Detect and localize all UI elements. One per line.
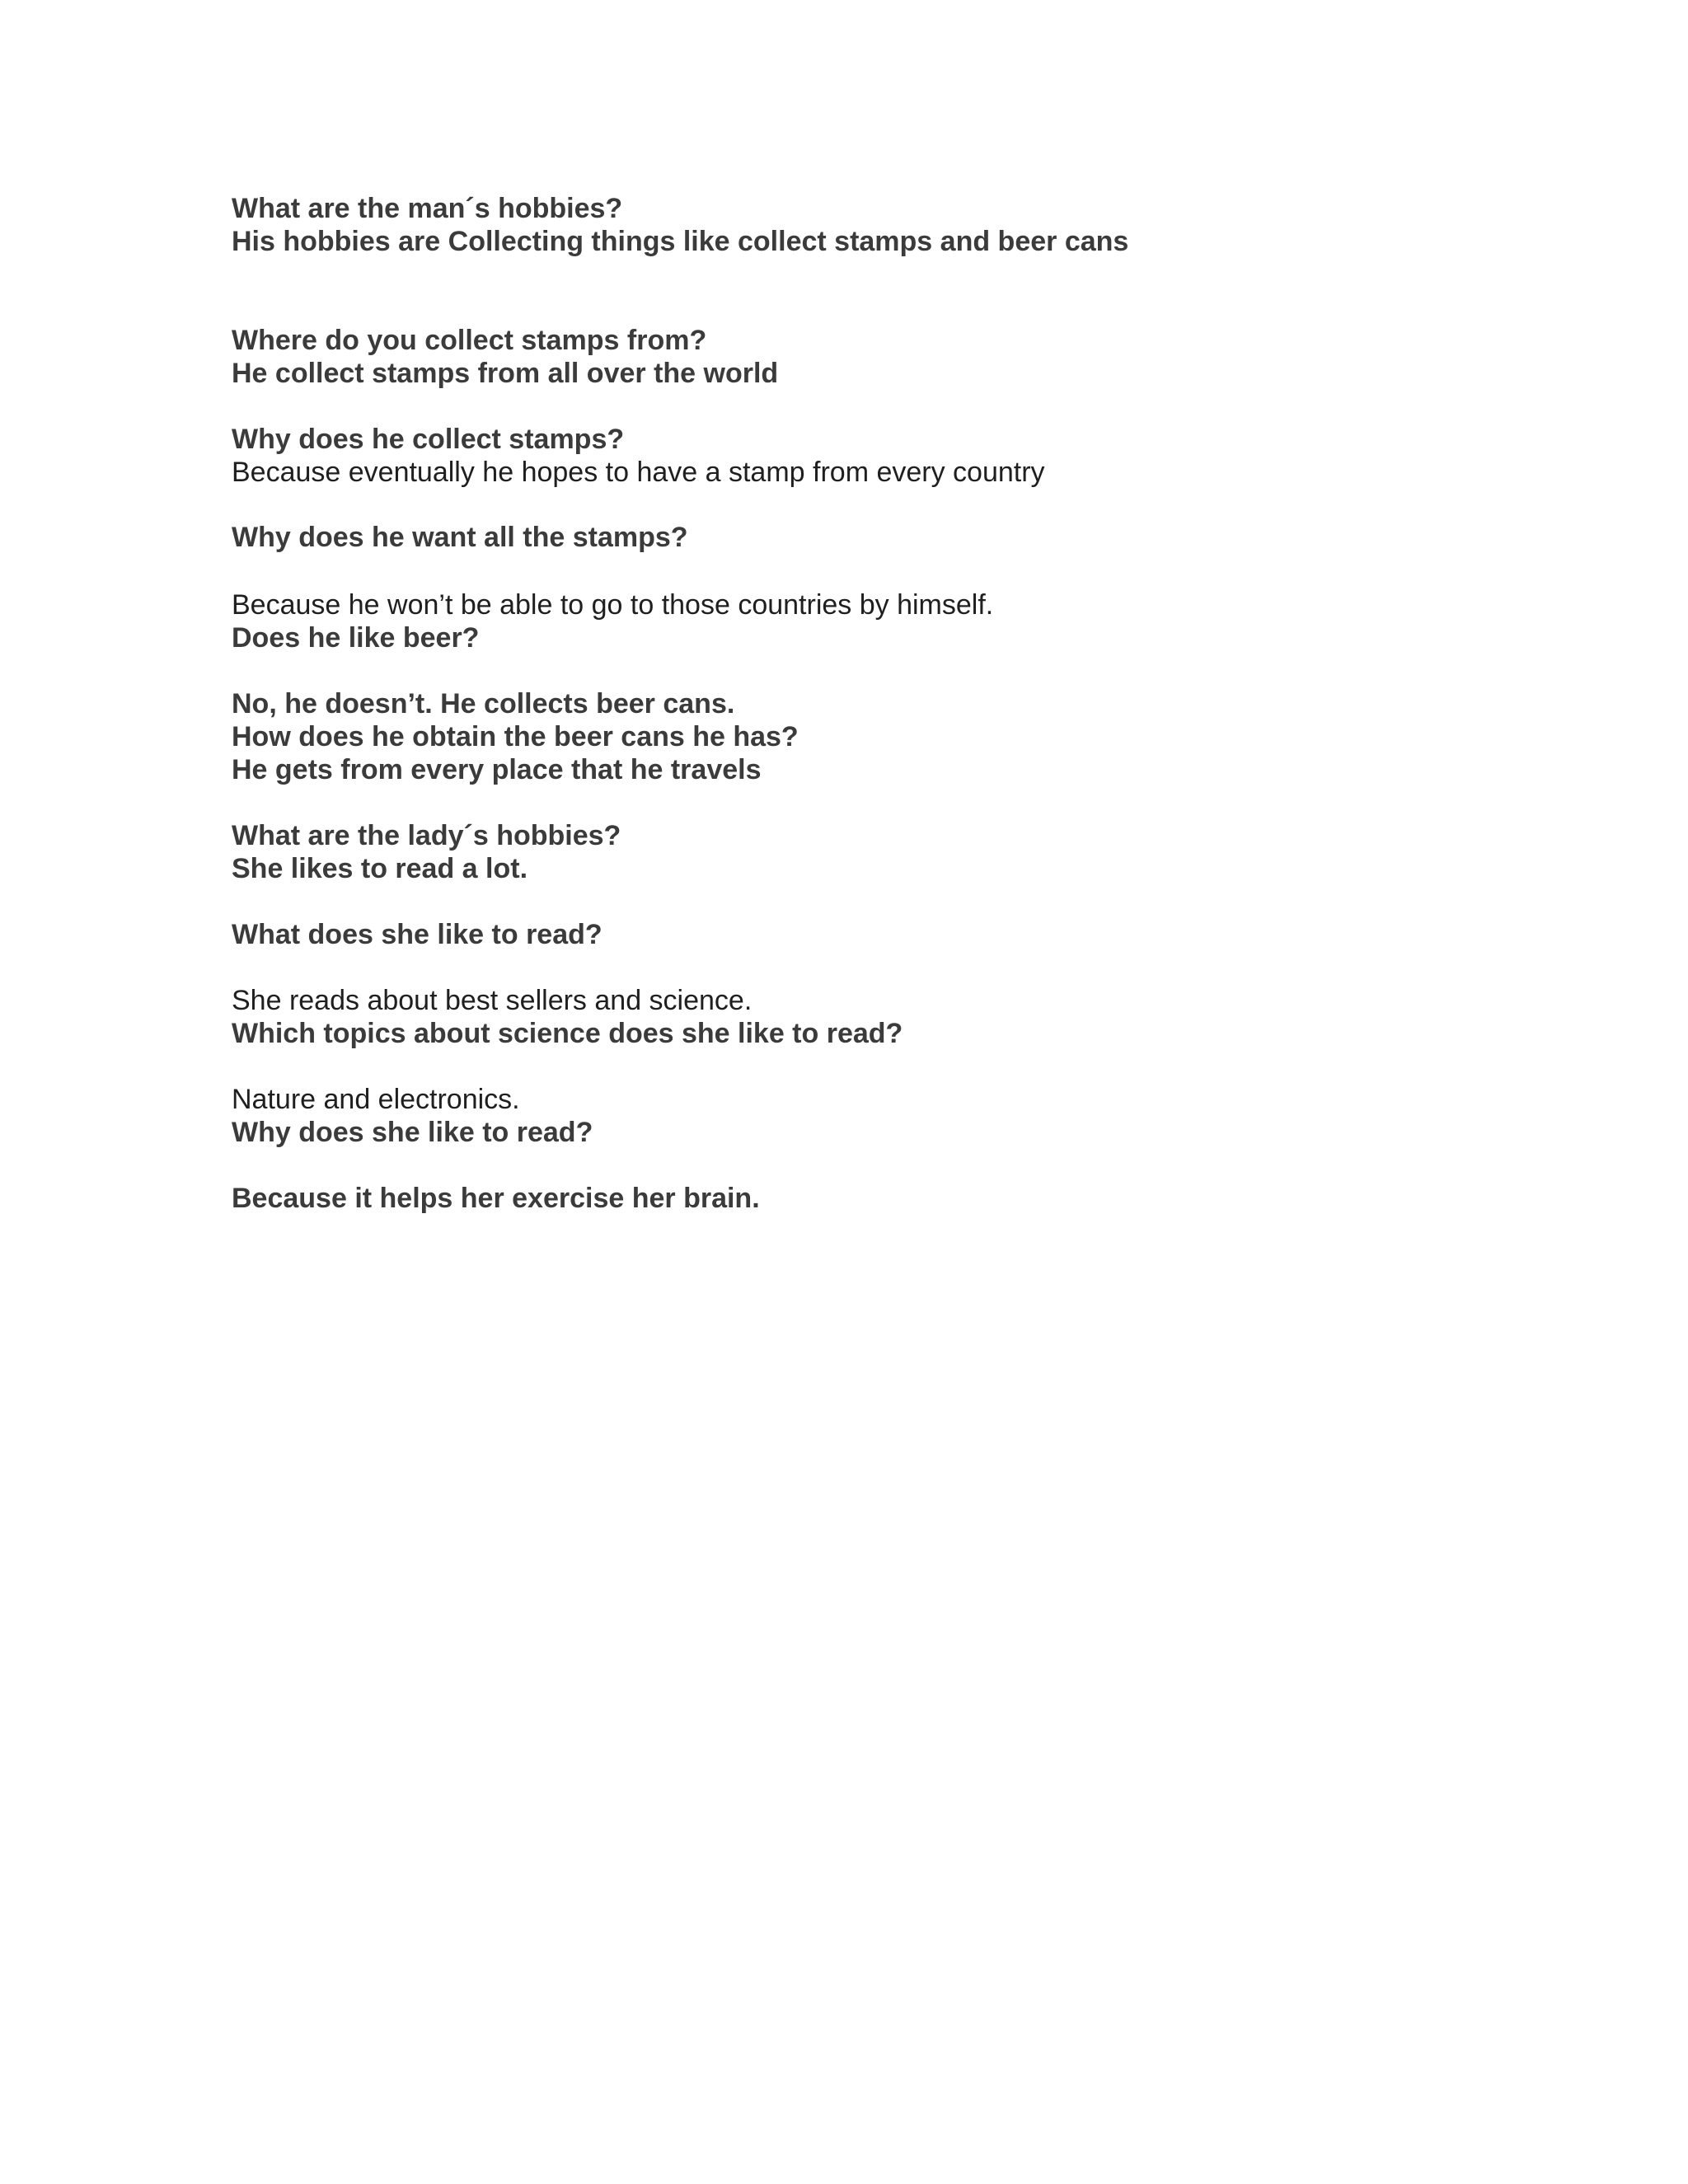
question-science-topics: Which topics about science does she like to read? [232, 1018, 903, 1049]
question-stamps-from: Where do you collect stamps from? [232, 325, 707, 356]
answer-obtain-cans: He gets from every place that he travels [232, 754, 762, 785]
question-lady-hobbies: What are the lady´s hobbies? [232, 820, 621, 851]
answer-man-hobbies: His hobbies are Collecting things like collect stamps and beer cans [232, 226, 1129, 257]
question-man-hobbies: What are the man´s hobbies? [232, 193, 623, 224]
question-why-collect: Why does he collect stamps? [232, 424, 625, 455]
answer-stamps-from: He collect stamps from all over the world [232, 358, 779, 389]
answer-like-beer: No, he doesn’t. He collects beer cans. [232, 688, 735, 719]
answer-why-read: Because it helps her exercise her brain. [232, 1183, 760, 1214]
question-like-beer: Does he like beer? [232, 622, 480, 654]
answer-want-stamps: Because he won’t be able to go to those countries by himself. [232, 589, 994, 621]
question-what-read: What does she like to read? [232, 919, 603, 950]
question-why-read: Why does she like to read? [232, 1117, 593, 1148]
question-want-stamps: Why does he want all the stamps? [232, 522, 688, 553]
answer-science-topics: Nature and electronics. [232, 1084, 520, 1115]
question-obtain-cans: How does he obtain the beer cans he has? [232, 721, 799, 752]
answer-lady-hobbies: She likes to read a lot. [232, 853, 528, 884]
answer-why-collect: Because eventually he hopes to have a stamp from every country [232, 457, 1045, 488]
answer-what-read: She reads about best sellers and science. [232, 985, 753, 1016]
